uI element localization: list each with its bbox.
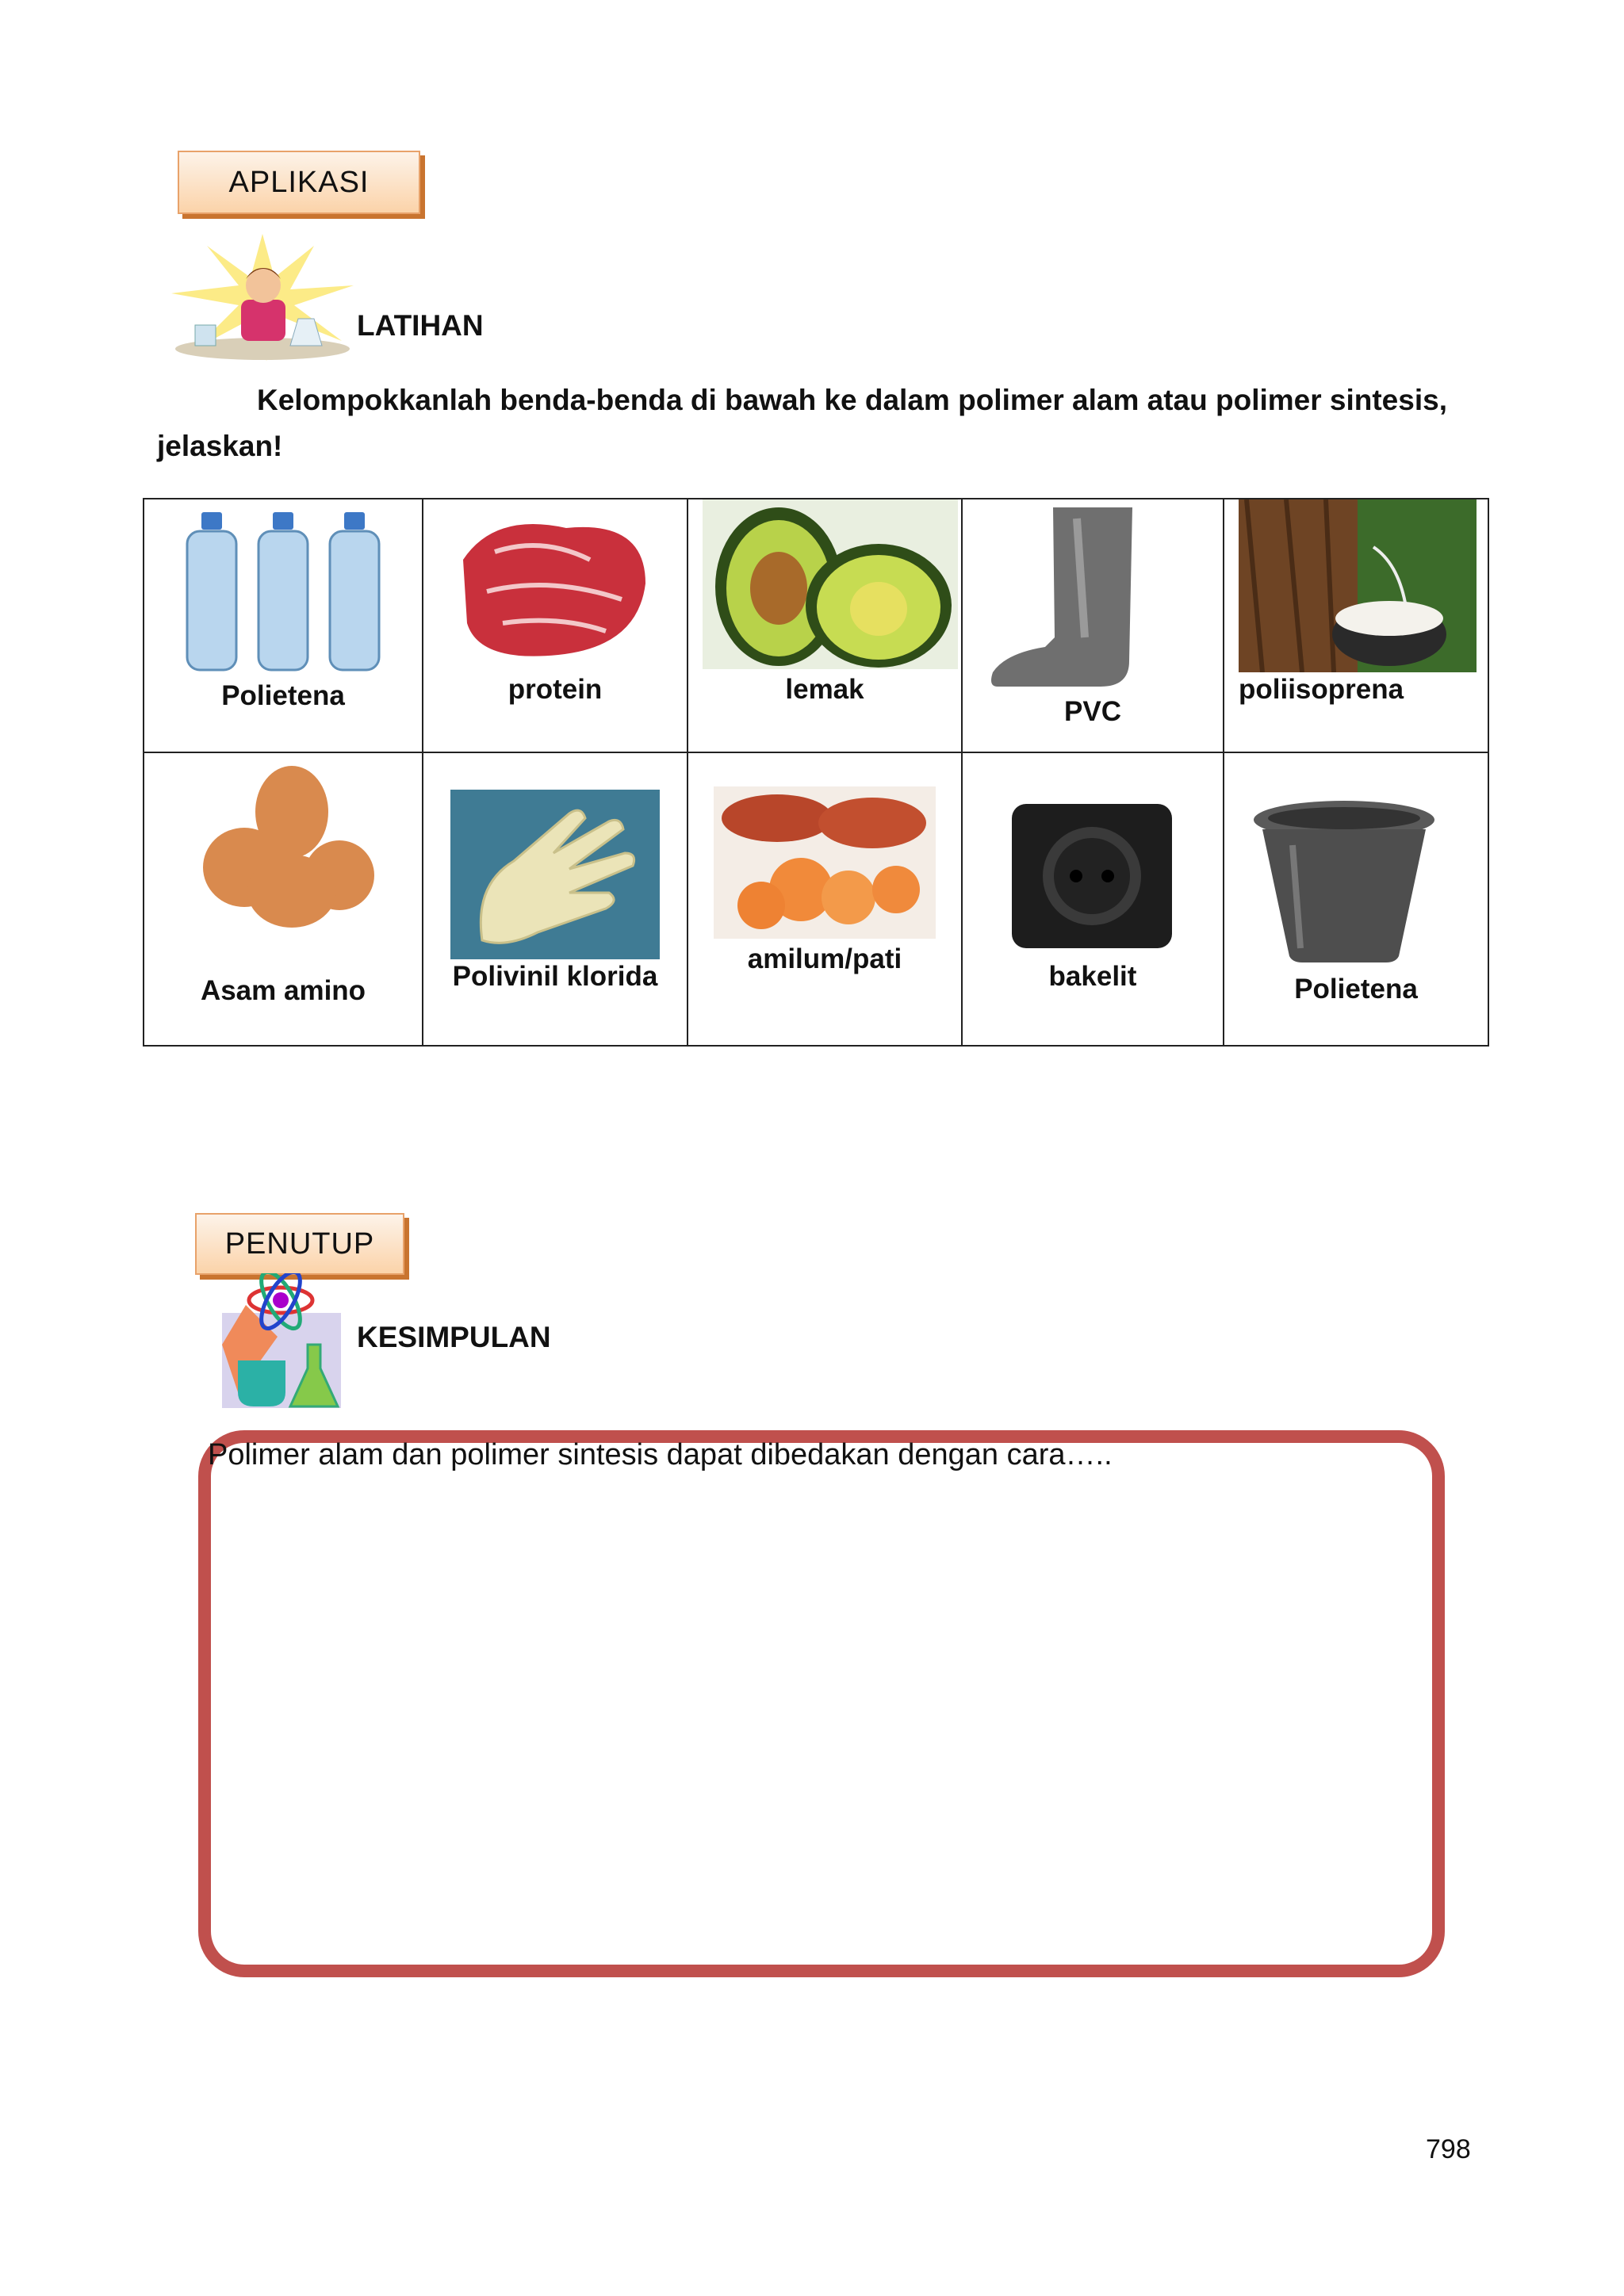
item-cell xyxy=(688,752,962,1046)
eggs-icon xyxy=(189,764,379,931)
instruction-text: Kelompokkanlah benda-benda di bawah ke dalam polimer alam atau polimer sintesis, jelaskan! xyxy=(157,384,1447,462)
plastic-bottles-icon xyxy=(179,507,389,674)
penutup-tab xyxy=(195,1213,404,1275)
item-cell xyxy=(962,752,1224,1046)
item-cell xyxy=(144,752,423,1046)
answer-prompt: Polimer alam dan polimer sintesis dapat dibedakan dengan cara….. xyxy=(208,1438,1113,1471)
power-socket-icon xyxy=(1009,801,1175,951)
item-label: amilum/pati xyxy=(747,943,902,974)
item-cell xyxy=(144,499,423,752)
item-label: Polietena xyxy=(221,680,345,711)
gloves-icon xyxy=(450,790,660,959)
scientist-clipart-icon xyxy=(163,230,362,365)
item-label: Polivinil klorida xyxy=(452,961,658,992)
item-cell xyxy=(423,499,688,752)
item-label: Polietena xyxy=(1294,974,1418,1004)
latihan-heading: LATIHAN xyxy=(357,309,484,342)
item-cell xyxy=(962,499,1224,752)
raw-meat-icon xyxy=(447,504,661,671)
item-cell xyxy=(1224,752,1488,1046)
item-label: Asam amino xyxy=(200,975,366,1006)
items-table xyxy=(143,498,1489,1047)
kesimpulan-heading: KESIMPULAN xyxy=(357,1321,551,1353)
item-label: PVC xyxy=(1064,696,1121,727)
aplikasi-tab xyxy=(178,151,420,214)
answer-box[interactable] xyxy=(198,1430,1445,1977)
item-cell xyxy=(423,752,688,1046)
avocado-icon xyxy=(703,499,958,669)
chemistry-clipart-icon xyxy=(214,1273,346,1413)
item-cell xyxy=(688,499,962,752)
item-label: bakelit xyxy=(1048,961,1137,992)
item-label: protein xyxy=(508,674,603,705)
rubber-tree-latex-icon xyxy=(1239,499,1477,672)
table-row xyxy=(144,499,1488,752)
item-label: poliisoprena xyxy=(1239,674,1404,705)
penutup-tab-label: PENUTUP xyxy=(224,1226,375,1261)
table-row xyxy=(144,752,1488,1046)
rubber-boot-icon xyxy=(982,503,1156,693)
item-cell xyxy=(1224,499,1488,752)
plastic-pot-icon xyxy=(1245,798,1443,964)
item-label: lemak xyxy=(785,674,864,705)
sweet-potato-icon xyxy=(714,786,936,939)
aplikasi-tab-label: APLIKASI xyxy=(228,165,370,199)
page-number: 798 xyxy=(1426,2134,1471,2164)
